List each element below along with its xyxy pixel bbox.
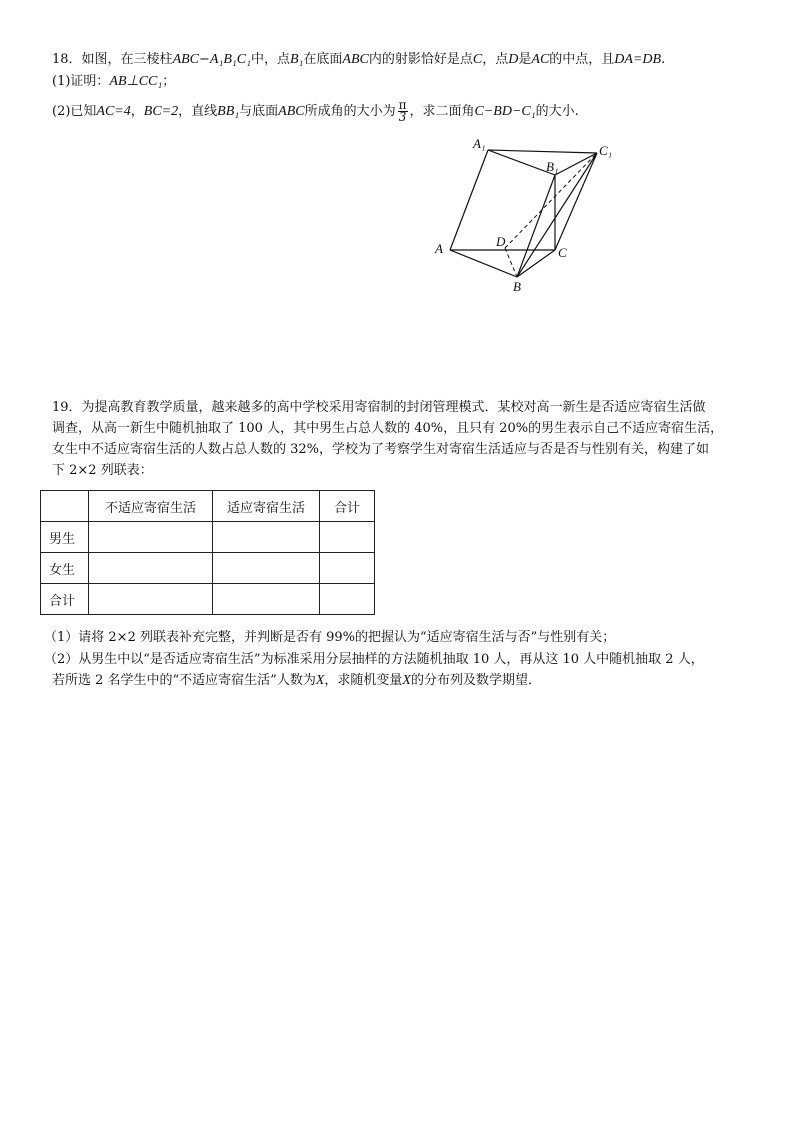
edge-a-b [450, 250, 517, 277]
edge-a-a1 [450, 150, 488, 250]
prism-figure [430, 135, 630, 295]
q19-line2: 调查，从高一新生中随机抽取了 100 人，其中男生占总人数的 40%，且只有 20%的男生表示自己不适应寄宿生活， [52, 421, 724, 436]
q19-line1: 19．为提高教育教学质量，越来越多的高中学校采用寄宿制的封闭管理模式．某校对高一新生是否适应寄宿生活做 [52, 400, 706, 415]
table-cell [89, 584, 213, 615]
table-row [41, 584, 375, 615]
table-cell [89, 522, 213, 553]
q18-stem: 18．如图，在三棱柱ABC−A₁B₁C₁中，点B₁在底面ABC内的射影恰好是点C，点D是AC的中点，且DA=DB. [52, 52, 666, 67]
label-c: C [558, 245, 567, 260]
table-cell [320, 584, 375, 615]
row-label-total: 合计 [41, 584, 89, 615]
q19-part2a: （2）从男生中以“是否适应寄宿生活”为标准采用分层抽样的方法随机抽取 10 人，再从这 10 人中随机抽取 2 人， [44, 652, 704, 667]
table-cell [213, 522, 320, 553]
label-b1: B₁ [546, 159, 559, 174]
table-header-cell [41, 491, 89, 522]
edge-b1-c1 [555, 153, 597, 175]
table-cell [89, 553, 213, 584]
table-header-cell: 适应寄宿生活 [213, 491, 320, 522]
row-label-male: 男生 [41, 522, 89, 553]
table-cell [320, 522, 375, 553]
edge-b-c [517, 250, 555, 277]
table-cell [213, 584, 320, 615]
edge-a1-c1 [488, 150, 597, 153]
table-cell [320, 553, 375, 584]
q18-number: 18． [52, 52, 82, 67]
pi-over-3-fraction: $\frac{\pi}{3}$ [398, 98, 407, 124]
edge-c-c1 [555, 153, 597, 250]
row-label-female: 女生 [41, 553, 89, 584]
q19-line3: 女生中不适应寄宿生活的人数占总人数的 32%，学校为了考察学生对寄宿生活适应与否是否与性别有关，构建了如 [52, 442, 710, 457]
q18-part2: (2)已知AC=4，BC=2，直线BB₁与底面ABC所成角的大小为 $\frac{\pi}{3}$ ，求二面角C−BD−C₁的大小. [52, 98, 579, 124]
q18-part1: (1)证明：AB⊥CC₁； [52, 74, 176, 89]
label-d: D [496, 234, 506, 249]
table-cell [213, 553, 320, 584]
label-a: A [435, 241, 443, 256]
table-header-row [41, 491, 375, 522]
label-b: B [513, 279, 521, 294]
q19-part1: （1）请将 2×2 列联表补充完整，并判断是否有 99%的把握认为“适应寄宿生活与否”与性别有关； [44, 630, 616, 645]
q19-line4: 下 2×2 列联表： [52, 463, 153, 478]
table-header-cell: 不适应寄宿生活 [89, 491, 213, 522]
table-row [41, 522, 375, 553]
label-a1: A₁ [473, 136, 486, 151]
table-header-cell: 合计 [320, 491, 375, 522]
table-row [41, 553, 375, 584]
edge-a1-b1 [488, 150, 555, 175]
q19-part2b: 若所选 2 名学生中的“不适应寄宿生活”人数为X，求随机变量X的分布列及数学期望． [52, 673, 541, 688]
contingency-table [40, 490, 375, 615]
label-c1: C₁ [599, 143, 613, 158]
